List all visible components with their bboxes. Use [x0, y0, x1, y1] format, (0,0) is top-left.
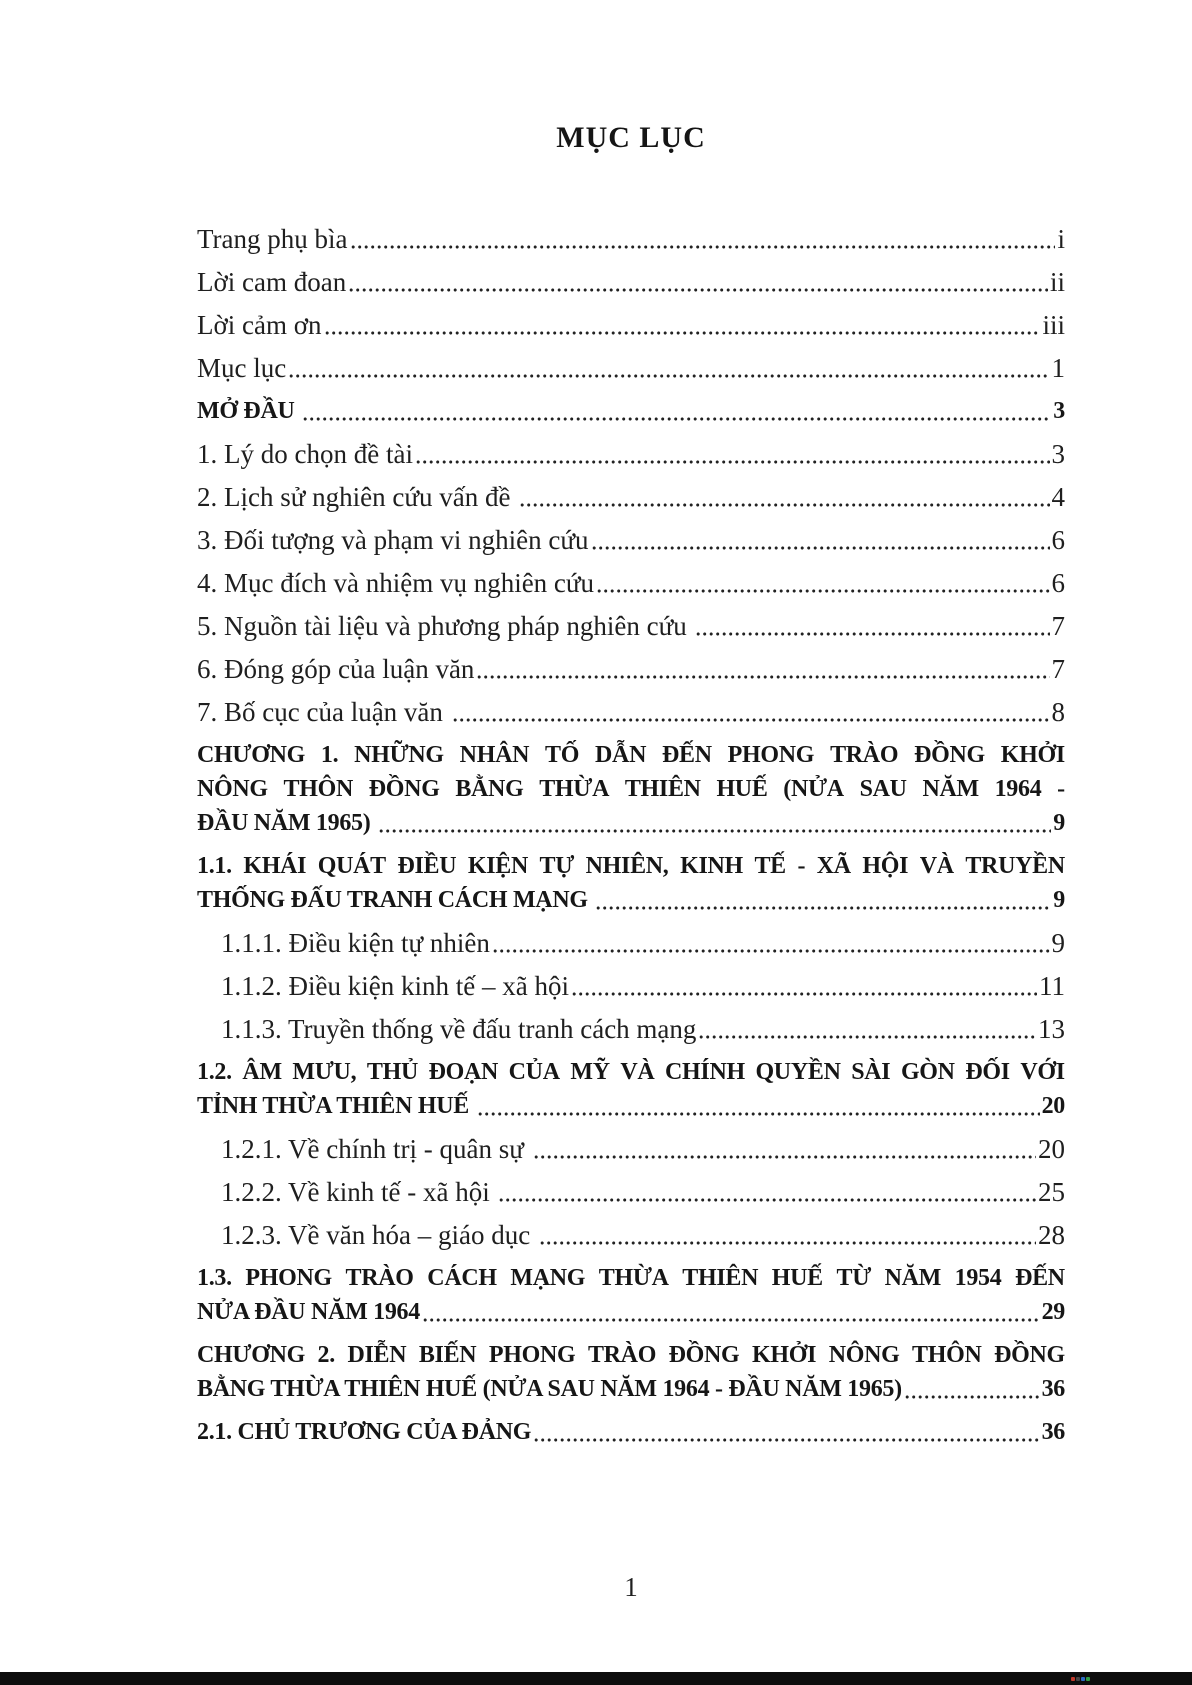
toc-entry-word: 1. — [320, 742, 339, 768]
toc-entry-line — [197, 806, 1065, 840]
toc-entry-line — [197, 849, 1065, 883]
dot-leader — [478, 1111, 1040, 1117]
toc-entry-word: THỦ — [366, 1059, 418, 1085]
toc-entry — [197, 394, 1065, 428]
toc-entry-line — [221, 1218, 1065, 1252]
dot-leader — [534, 1154, 1036, 1160]
toc-entry-word: TRÀO — [587, 1342, 657, 1368]
toc-entry-word: NHÂN — [459, 742, 530, 768]
toc-entry-word: THỪA — [598, 1265, 669, 1291]
footer-page-number: 1 — [624, 1572, 638, 1602]
toc-page-number: 3 — [1051, 439, 1065, 469]
dot-leader — [289, 373, 1049, 379]
dot-leader — [534, 1437, 1039, 1443]
toc-entry — [197, 1132, 1065, 1166]
bottom-bar — [0, 1672, 1192, 1685]
toc-entry-text: 1.1.2. Điều kiện kinh tế – xã hội — [221, 971, 569, 1001]
toc-entry-line — [197, 1372, 1065, 1406]
toc-page-number: 4 — [1051, 482, 1065, 512]
toc-entry — [197, 609, 1065, 643]
dot-leader — [905, 1394, 1040, 1400]
toc-page-number: 11 — [1039, 971, 1065, 1001]
toc-entry-word: NHỮNG — [354, 742, 444, 768]
toc-entry-text: 1.2.3. Về văn hóa – giáo dục — [221, 1220, 537, 1250]
toc-entry-word: ÂM — [242, 1059, 282, 1085]
toc-entry-line — [197, 652, 1065, 686]
toc-entry-text: Trang phụ bìa — [197, 224, 348, 254]
toc-entry-word: ĐỒNG — [994, 1342, 1065, 1368]
toc-entry-line — [197, 222, 1065, 256]
toc-entry-word: QUÁT — [317, 853, 386, 879]
toc-page-number: 6 — [1051, 568, 1065, 598]
toc-entry-word: KHÁI — [243, 853, 307, 879]
dot-leader — [351, 244, 1056, 250]
toc-entry-text: 5. Nguồn tài liệu và phương pháp nghiên cứu — [197, 611, 694, 641]
toc-entry-word: ĐỐI — [965, 1059, 1010, 1085]
bottom-bar-dot — [1081, 1677, 1085, 1681]
toc-entry-line — [197, 1261, 1065, 1295]
toc-entry — [197, 695, 1065, 729]
toc-entry-word: THIÊN — [624, 776, 701, 802]
toc-entry-word: 1.3. — [197, 1265, 232, 1291]
toc-entry-text: 2.1. CHỦ TRƯƠNG CỦA ĐẢNG — [197, 1419, 532, 1445]
toc-entry-word: KHỞI — [751, 1342, 817, 1368]
toc-entry — [197, 222, 1065, 256]
toc-entry-word: CÁCH — [427, 1265, 497, 1291]
toc-entry-word: 1.1. — [197, 853, 232, 879]
toc-entry-line — [197, 1295, 1065, 1329]
toc-entry-text: 4. Mục đích và nhiệm vụ nghiên cứu — [197, 568, 595, 598]
toc-entry-word: - — [1057, 776, 1065, 802]
dot-leader — [423, 1317, 1040, 1323]
toc-entry — [197, 1175, 1065, 1209]
toc-entry-text: NỬA ĐẦU NĂM 1964 — [197, 1299, 420, 1325]
toc-entry-word: ĐẾN — [1015, 1265, 1065, 1291]
toc-entry-word: KIỆN — [467, 853, 528, 879]
toc-entry-line — [221, 926, 1065, 960]
toc-entry-line — [197, 523, 1065, 557]
toc-entry-word: THÔN — [283, 776, 354, 802]
toc-entry — [197, 265, 1065, 299]
toc-entry — [197, 1218, 1065, 1252]
toc-entry-word: NHIÊN, — [585, 853, 669, 879]
bottom-bar-dot — [1076, 1677, 1080, 1681]
toc-entry-line — [197, 265, 1065, 299]
toc-entry-line — [197, 351, 1065, 385]
dot-leader — [699, 1034, 1036, 1040]
toc-entry-text: 1.2.1. Về chính trị - quân sự — [221, 1134, 531, 1164]
toc-entry-word: ĐOẠN — [428, 1059, 499, 1085]
toc-entry-line — [197, 1338, 1065, 1372]
toc-entry-line — [197, 1415, 1065, 1449]
toc-entry-word: SAU — [859, 776, 907, 802]
toc-entry-word: 1.2. — [197, 1059, 232, 1085]
toc-page-number: ii — [1049, 267, 1065, 297]
toc-entry-line — [197, 480, 1065, 514]
toc-entry-word: MẠNG — [510, 1265, 586, 1291]
toc-entry-word: KINH — [680, 853, 743, 879]
toc-content — [197, 118, 1065, 1458]
toc-page-number: 3 — [1053, 398, 1065, 424]
toc-page-number: 36 — [1041, 1419, 1065, 1445]
toc-entry-text: TỈNH THỪA THIÊN HUẾ — [197, 1093, 475, 1119]
toc-entry-line — [197, 738, 1065, 772]
toc-page-number: 8 — [1051, 697, 1065, 727]
toc-entry-line — [221, 969, 1065, 1003]
toc-entry-word: 1954 — [954, 1265, 1002, 1291]
toc-page-number: 25 — [1038, 1177, 1065, 1207]
toc-entry — [197, 969, 1065, 1003]
toc-entry-word: THỪA — [539, 776, 610, 802]
toc-entry-text: 2. Lịch sử nghiên cứu vấn đề — [197, 482, 518, 512]
toc-entry-line — [197, 308, 1065, 342]
bottom-bar-dot — [1086, 1677, 1090, 1681]
toc-entry — [197, 308, 1065, 342]
toc-entry — [197, 1261, 1065, 1329]
dot-leader — [540, 1240, 1036, 1246]
toc-entry — [197, 566, 1065, 600]
toc-entry-word: MỸ — [570, 1059, 610, 1085]
dot-leader — [453, 717, 1050, 723]
toc-entry — [197, 1415, 1065, 1449]
toc-entry — [197, 1012, 1065, 1046]
toc-page-number: 9 — [1051, 928, 1065, 958]
toc-entry-text: Mục lục — [197, 353, 287, 383]
toc-page-number: 20 — [1038, 1134, 1065, 1164]
toc-entry-word: THÔN — [912, 1342, 982, 1368]
dot-leader — [596, 905, 1051, 911]
toc-entry-word: NÔNG — [828, 1342, 900, 1368]
toc-entry-word: TRUYỀN — [965, 853, 1065, 879]
toc-entry-line — [197, 566, 1065, 600]
toc-entry-word: DẪN — [595, 742, 647, 768]
toc-entries — [197, 222, 1065, 1449]
toc-entry — [197, 926, 1065, 960]
toc-entry-word: PHONG — [488, 1342, 576, 1368]
toc-entry — [197, 1338, 1065, 1406]
toc-entry-text: THỐNG ĐẤU TRANH CÁCH MẠNG — [197, 887, 594, 913]
dot-leader — [477, 674, 1049, 680]
toc-entry-word: NĂM — [884, 1265, 942, 1291]
dot-leader — [597, 588, 1049, 594]
toc-entry-line — [221, 1012, 1065, 1046]
toc-entry-word: SÀI — [851, 1059, 891, 1085]
toc-entry-word: PHONG — [245, 1265, 332, 1291]
toc-entry-line — [197, 1089, 1065, 1123]
dot-leader — [499, 1197, 1036, 1203]
toc-page-number: 7 — [1051, 654, 1065, 684]
toc-entry-word: VÀ — [919, 853, 954, 879]
toc-entry-text: 1.1.1. Điều kiện tự nhiên — [221, 928, 490, 958]
dot-leader — [325, 330, 1041, 336]
toc-entry-line — [197, 394, 1065, 428]
toc-entry-word: BẰNG — [455, 776, 524, 802]
toc-entry-word: THIÊN — [682, 1265, 759, 1291]
toc-entry-word: XÃ — [816, 853, 851, 879]
toc-entry-word: TRÀO — [345, 1265, 414, 1291]
toc-entry-text: BẰNG THỪA THIÊN HUẾ (NỬA SAU NĂM 1964 - ĐẦU NĂM 1965) — [197, 1376, 902, 1402]
toc-entry-line — [197, 437, 1065, 471]
toc-entry-word: DIỄN — [347, 1342, 407, 1368]
toc-entry-word: BIẾN — [418, 1342, 477, 1368]
toc-entry-word: QUYỀN — [755, 1059, 841, 1085]
toc-page-number: iii — [1042, 310, 1065, 340]
toc-entry-text: 7. Bố cục của luận văn — [197, 697, 450, 727]
toc-entry-word: ĐỒNG — [668, 1342, 740, 1368]
toc-page-number: 7 — [1051, 611, 1065, 641]
dot-leader — [303, 416, 1051, 422]
toc-entry-word: HUẾ — [716, 776, 768, 802]
toc-entry-word: CỦA — [508, 1059, 560, 1085]
toc-entry-text: MỞ ĐẦU — [197, 398, 301, 424]
toc-entry-line — [197, 1055, 1065, 1089]
toc-page-number: 13 — [1038, 1014, 1065, 1044]
dot-leader — [520, 502, 1049, 508]
dot-leader — [379, 828, 1051, 834]
toc-entry-word: 1964 — [994, 776, 1042, 802]
toc-entry-word: TẾ — [754, 853, 786, 879]
toc-entry-word: CHÍNH — [665, 1059, 745, 1085]
toc-entry-text: 6. Đóng góp của luận văn — [197, 654, 475, 684]
toc-page-number: 36 — [1041, 1376, 1065, 1402]
toc-entry — [197, 437, 1065, 471]
page-title: MỤC LỤC — [556, 121, 706, 154]
toc-entry — [197, 652, 1065, 686]
dot-leader — [416, 459, 1050, 465]
toc-page-number: 20 — [1041, 1093, 1065, 1119]
toc-entry-line — [197, 609, 1065, 643]
toc-entry-word: PHONG — [727, 742, 815, 768]
toc-entry-text: 3. Đối tượng và phạm vi nghiên cứu — [197, 525, 589, 555]
toc-entry-line — [197, 695, 1065, 729]
toc-entry-word: TRÀO — [830, 742, 899, 768]
dot-leader — [493, 948, 1050, 954]
toc-page-number: 6 — [1051, 525, 1065, 555]
toc-page-number: 9 — [1053, 810, 1065, 836]
toc-entry — [197, 849, 1065, 917]
toc-entry-word: VỚI — [1020, 1059, 1065, 1085]
dot-leader — [349, 287, 1048, 293]
toc-entry-line — [221, 1175, 1065, 1209]
toc-entry-word: TỪ — [836, 1265, 871, 1291]
toc-entry-text: ĐẦU NĂM 1965) — [197, 810, 377, 836]
toc-entry-word: VÀ — [620, 1059, 655, 1085]
toc-page-number: i — [1057, 224, 1065, 254]
toc-entry-word: ĐẾN — [662, 742, 712, 768]
toc-entry-line — [197, 772, 1065, 806]
toc-entry-word: ĐỒNG — [914, 742, 985, 768]
dot-leader — [572, 991, 1037, 997]
toc-entry-word: CHƯƠNG — [197, 742, 305, 768]
toc-entry-word: TỐ — [545, 742, 580, 768]
toc-entry-text: 1. Lý do chọn đề tài — [197, 439, 413, 469]
bottom-bar-dot — [1071, 1677, 1075, 1681]
toc-entry-text: Lời cảm ơn — [197, 310, 322, 340]
toc-entry-word: ĐỒNG — [368, 776, 440, 802]
toc-entry-word: KHỞI — [1000, 742, 1065, 768]
toc-entry-line — [197, 883, 1065, 917]
toc-page-number: 28 — [1038, 1220, 1065, 1250]
toc-entry-word: GÒN — [900, 1059, 955, 1085]
toc-page-number: 9 — [1053, 887, 1065, 913]
toc-entry-text: Lời cam đoan — [197, 267, 347, 297]
toc-entry — [197, 480, 1065, 514]
toc-page-number: 1 — [1051, 353, 1065, 383]
toc-entry-word: TỰ — [539, 853, 575, 879]
toc-entry — [197, 351, 1065, 385]
toc-entry — [197, 523, 1065, 557]
toc-entry-word: CHƯƠNG — [197, 1342, 305, 1368]
toc-entry-text: 1.2.2. Về kinh tế - xã hội — [221, 1177, 497, 1207]
toc-entry-word: NÔNG — [197, 776, 268, 802]
toc-entry-word: HỘI — [862, 853, 909, 879]
dot-leader — [592, 545, 1050, 551]
toc-entry — [197, 738, 1065, 840]
toc-entry-line — [221, 1132, 1065, 1166]
toc-entry-word: (NỬA — [783, 776, 844, 802]
toc-entry-word: - — [797, 853, 806, 879]
toc-entry — [197, 1055, 1065, 1123]
toc-entry-word: MƯU, — [292, 1059, 357, 1085]
toc-entry-text: 1.1.3. Truyền thống về đấu tranh cách mạng — [221, 1014, 697, 1044]
toc-entry-word: NĂM — [922, 776, 979, 802]
toc-page-number: 29 — [1041, 1299, 1065, 1325]
dot-leader — [696, 631, 1049, 637]
toc-entry-word: 2. — [317, 1342, 335, 1368]
toc-entry-word: HUẾ — [771, 1265, 823, 1291]
toc-entry-word: ĐIỀU — [397, 853, 457, 879]
